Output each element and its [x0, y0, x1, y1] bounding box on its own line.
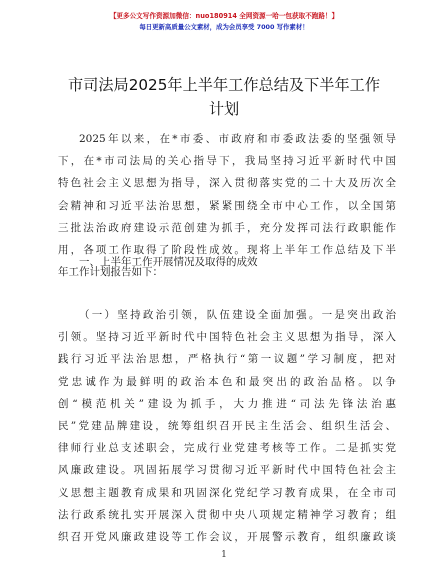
text-line: 织召开党风廉政建设等工作会议，开展警示教育，组织廉政谈	[58, 531, 396, 544]
text-line: 义思想主题教育成果和巩固深化党纪学习教育成果，在全市司	[58, 486, 396, 499]
title-line-2: 计划	[208, 100, 240, 118]
text-line: 特色社会主义思想为指导，深入贯彻落实党的二十大及历次全	[58, 177, 396, 190]
text-line: 风廉政建设。巩固拓展学习贯彻习近平新时代中国特色社会主	[58, 464, 396, 477]
promo-banner-line-2: 每日更新高质量公文素材，成为会员享受 7000 写作素材！	[139, 23, 309, 31]
text-line: 民”党建品牌建设，统筹组织召开民主生活会、组织生活会、	[58, 420, 396, 433]
text-line: 2025年以来，在*市委、市政府和市委政法委的坚强领导	[79, 133, 396, 145]
title-line-1: 市司法局2025年上半年工作总结及下半年工作	[67, 76, 381, 94]
document-title	[30, 73, 418, 121]
text-line: 践行习近平法治思想，严格执行“第一议题”学习制度，把对	[58, 353, 396, 366]
text-line: 下，在*市司法局的关心指导下，我局坚持习近平新时代中国	[58, 155, 396, 168]
heading-text: 一、上半年工作开展情况及取得的成效	[79, 256, 258, 268]
text-line: 党忠诚作为最鲜明的政治本色和最突出的政治品格。以争	[58, 375, 396, 388]
text-line: 三批法治政府建设示范创建为抓手，充分发挥司法行政职能作	[58, 221, 396, 234]
text-line: 年工作计划报告如下：	[58, 266, 163, 279]
text-line: 用，各项工作取得了阶段性成效。现将上半年工作总结及下半	[58, 244, 396, 257]
text-line: （一）坚持政治引领，队伍建设全面加强。一是突出政治	[79, 309, 396, 321]
section-1-paragraph	[58, 304, 396, 548]
promo-banner-line-1: 【更多公文写作资源加微信：nuo180914 全网资源一哈一包获取不跑路！】	[109, 12, 339, 20]
text-line: 创“模范机关”建设为抓手，大力推进“司法先锋法治惠	[58, 397, 396, 410]
text-line: 律师行业总支述职会，完成行业党建考核等工作。二是抓实党	[58, 442, 396, 455]
section-heading-1	[58, 251, 396, 273]
page-number: 1	[221, 550, 227, 560]
text-line: 法行政系统扎实开展深入贯彻中央八项规定精神学习教育；组	[58, 508, 396, 521]
text-line: 会精神和习近平法治思想，紧紧围绕全市中心工作，以全国第	[58, 199, 396, 212]
text-line: 引领。坚持习近平新时代中国特色社会主义思想为指导，深入	[58, 331, 396, 344]
